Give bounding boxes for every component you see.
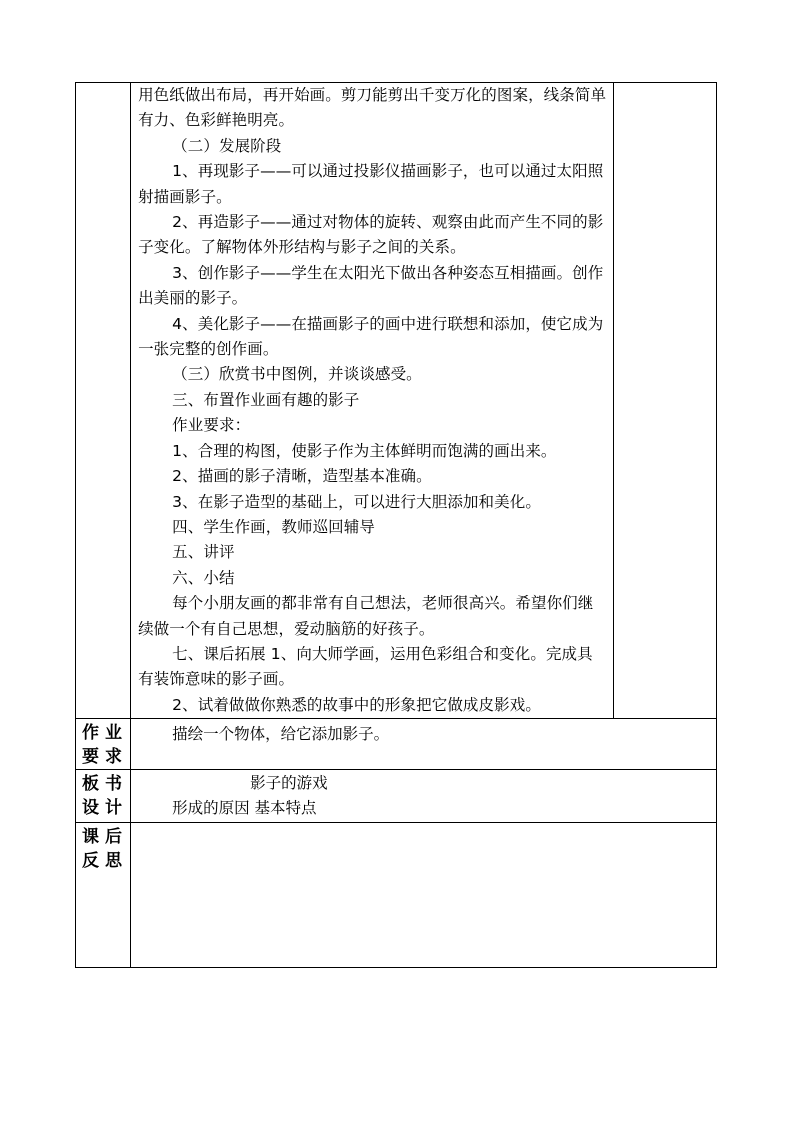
homework-label: 作业要求	[76, 719, 131, 770]
paragraph-homework-requirements: 作业要求：	[172, 416, 251, 435]
paragraph-layout-method: 用色纸做出布局，再开始画。剪刀能剪出千变万化的图案，线条简单有力、色彩鲜艳明亮。	[138, 86, 607, 130]
board-design-label: 板书设计	[76, 770, 131, 823]
paragraph-student-drawing: 四、学生作画，教师巡回辅导	[172, 517, 375, 536]
paragraph-requirement-3: 3、在影子造型的基础上，可以进行大胆添加和美化。	[172, 492, 541, 511]
process-extra-cell	[613, 83, 716, 719]
homework-text: 描绘一个物体，给它添加影子。	[172, 725, 390, 744]
paragraph-assign-homework: 三、布置作业画有趣的影子	[172, 390, 360, 409]
board-subtitle: 形成的原因 基本特点	[172, 799, 317, 818]
paragraph-appreciate-examples: （三）欣赏书中图例，并谈谈感受。	[172, 365, 422, 384]
paragraph-summary: 六、小结	[172, 568, 235, 587]
lesson-plan-table	[75, 82, 717, 968]
board-design-row	[76, 770, 717, 823]
board-design-content-cell	[131, 770, 717, 823]
homework-row	[76, 719, 717, 770]
homework-content-cell	[131, 719, 717, 770]
lesson-process-row	[76, 83, 717, 719]
paragraph-recreate-shadow: 2、再造影子——通过对物体的旋转、观察由此而产生不同的影子变化。了解物体外形结构与影子之间的关系。	[138, 213, 604, 257]
reflection-content-cell	[131, 823, 717, 968]
process-content-cell	[131, 83, 614, 719]
paragraph-summary-text: 每个小朋友画的都非常有自己想法，老师很高兴。希望你们继续做一个有自己思想，爱动脑筋的好孩子。	[138, 594, 594, 638]
reflection-label: 课后反思	[76, 823, 131, 968]
board-title: 影子的游戏	[250, 774, 328, 793]
paragraph-extension-1: 七、课后拓展 1、向大师学画，运用色彩组合和变化。完成具有装饰意味的影子画。	[138, 644, 593, 689]
paragraph-reproduce-shadow: 1、再现影子——可以通过投影仪描画影子，也可以通过太阳照射描画影子。	[138, 162, 604, 206]
paragraph-development-stage: （二）发展阶段	[172, 136, 282, 155]
paragraph-requirement-2: 2、描画的影子清晰，造型基本准确。	[172, 467, 432, 486]
paragraph-critique: 五、讲评	[172, 543, 235, 562]
paragraph-extension-2: 2、试着做做你熟悉的故事中的形象把它做成皮影戏。	[172, 695, 541, 714]
reflection-row	[76, 823, 717, 968]
paragraph-create-shadow: 3、创作影子——学生在太阳光下做出各种姿态互相描画。创作出美丽的影子。	[138, 263, 604, 308]
paragraph-beautify-shadow: 4、美化影子——在描画影子的画中进行联想和添加，使它成为一张完整的创作画。	[138, 314, 604, 359]
paragraph-requirement-1: 1、合理的构图，使影子作为主体鲜明而饱满的画出来。	[172, 441, 557, 460]
process-label-cell	[76, 83, 131, 719]
